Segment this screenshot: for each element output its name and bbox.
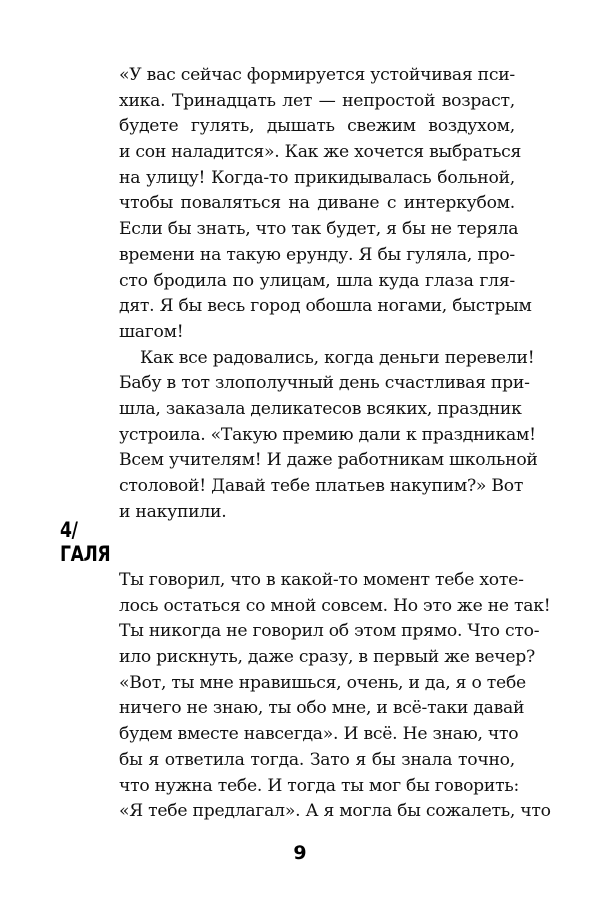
text-line: и накупили. xyxy=(119,501,227,522)
text-line: шла, заказала деликатесов всяких, праздник xyxy=(119,398,522,419)
text-line: Как все радовались, когда деньги перевели! xyxy=(140,347,535,368)
text-line: «Я тебе предлагал». А я могла бы сожалеть, что xyxy=(119,801,551,822)
text-line: дят. Я бы весь город обошла ногами, быстрым xyxy=(119,296,532,317)
text-line: «Вот, ты мне нравишься, очень, и да, я о тебе xyxy=(119,672,526,693)
text-line: хика. Тринадцать лет — непростой возраст, xyxy=(119,90,515,111)
chapter-number: 4/ xyxy=(60,518,78,542)
text-line: и сон наладится». Как же хочется выбраться xyxy=(119,142,522,163)
text-line: бы я ответила тогда. Зато я бы знала точно, xyxy=(119,749,515,770)
text-line: времени на такую ерунду. Я бы гуляла, про- xyxy=(119,244,515,265)
text-line: на улицу! Когда-то прикидывалась больной, xyxy=(119,167,515,188)
text-block-bottom xyxy=(119,568,551,825)
text-line: Ты никогда не говорил об этом прямо. Что сто- xyxy=(119,621,540,642)
text-line: Бабу в тот злополучный день счастливая при- xyxy=(119,373,530,394)
text-line: «У вас сейчас формируется устойчивая пси- xyxy=(119,65,515,85)
text-line: шагом! xyxy=(119,321,184,342)
text-line: лось остаться со мной совсем. Но это же не так! xyxy=(119,595,551,616)
text-line: сто бродила по улицам, шла куда глаза гля- xyxy=(119,270,515,291)
page-number: 9 xyxy=(293,842,307,864)
text-line: будем вместе навсегда». И всё. Не знаю, что xyxy=(119,724,519,745)
text-line: Ты говорил, что в какой-то момент тебе хоте- xyxy=(119,570,524,590)
text-line: Всем учителям! И даже работникам школьной xyxy=(119,450,538,471)
text-line: Если бы знать, что так будет, я бы не теряла xyxy=(119,219,519,240)
text-block-top xyxy=(119,63,538,525)
text-line: ило рискнуть, даже сразу, в первый же вечер? xyxy=(119,647,536,668)
paragraph-3 xyxy=(119,568,551,825)
text-line: будете гулять, дышать свежим воздухом, xyxy=(119,116,515,137)
text-line: чтобы поваляться на диване с интеркубом. xyxy=(119,193,515,214)
chapter-heading xyxy=(60,518,110,566)
text-line: что нужна тебе. И тогда ты мог бы говорить: xyxy=(119,775,520,796)
text-line: ничего не знаю, ты обо мне, и всё-таки давай xyxy=(119,698,525,719)
paragraph-1 xyxy=(119,63,532,346)
paragraph-2 xyxy=(119,346,538,526)
chapter-title: ГАЛЯ xyxy=(60,542,111,566)
text-line: устроила. «Такую премию дали к праздникам! xyxy=(119,424,536,445)
text-line: столовой! Давай тебе платьев накупим?» Вот xyxy=(119,476,524,496)
